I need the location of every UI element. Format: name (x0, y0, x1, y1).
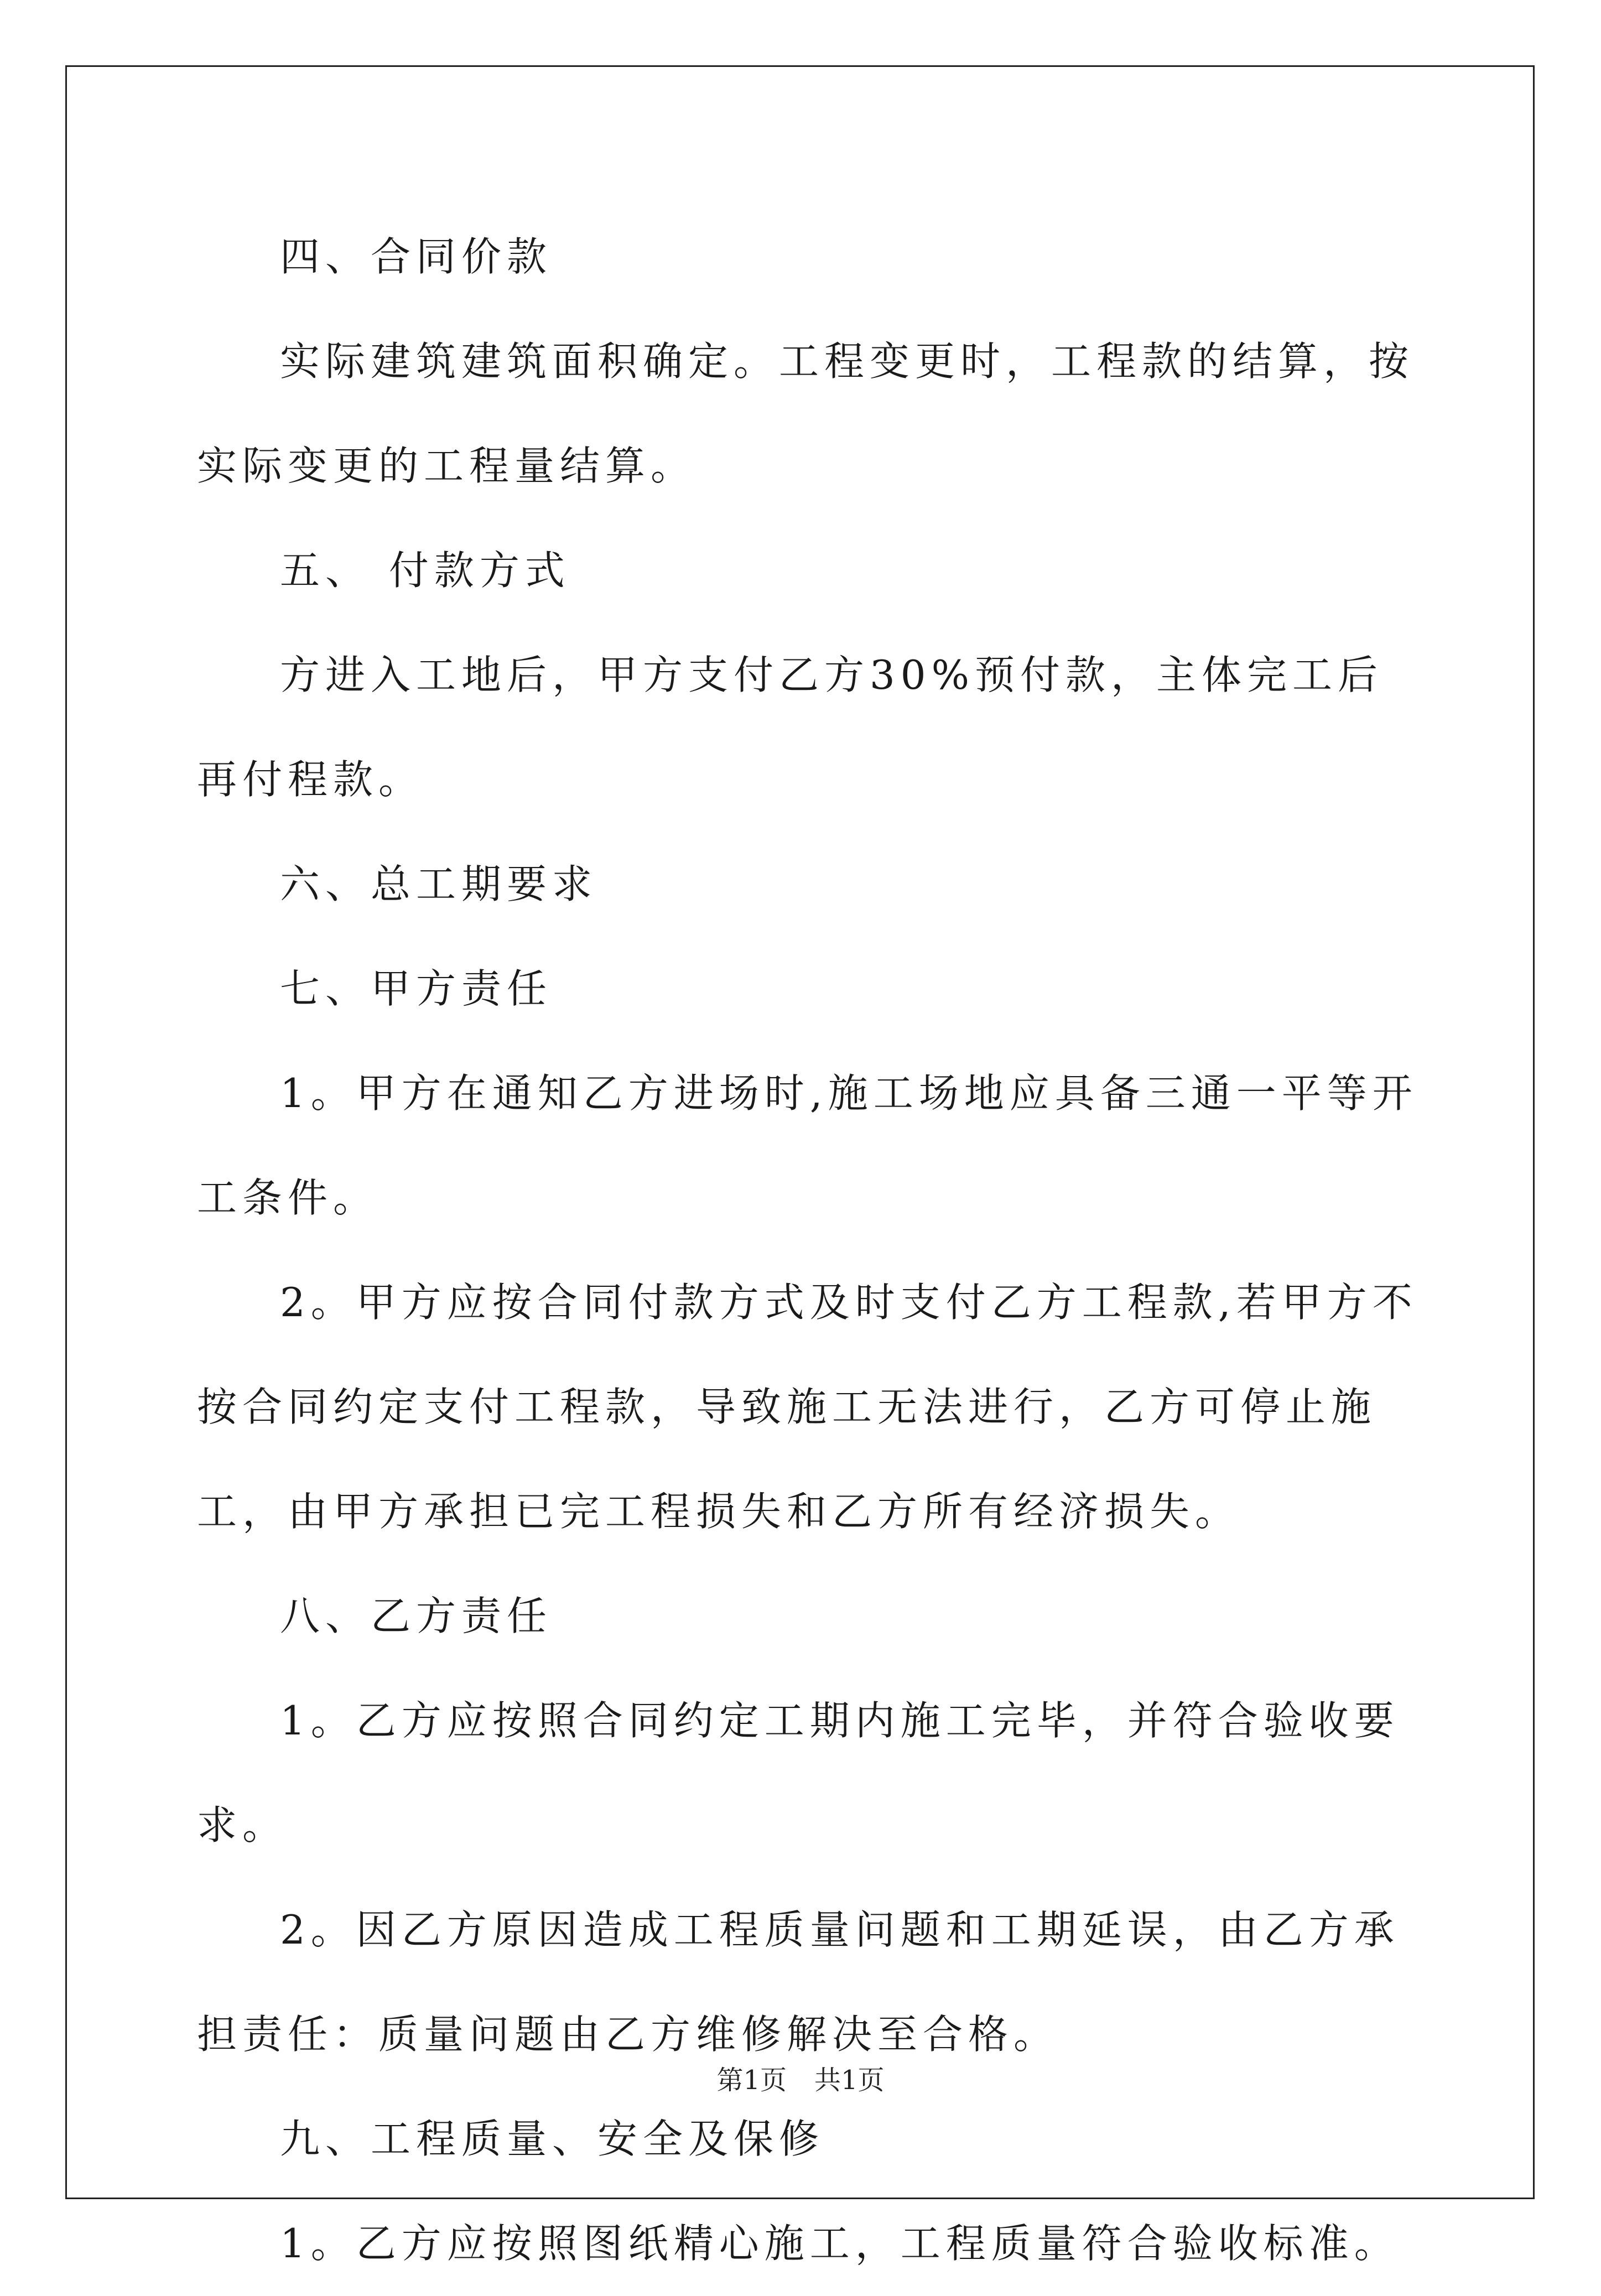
page-number: 第1页 (716, 2065, 787, 2096)
paragraph-party-b-item-1: 1。乙方应按照合同约定工期内施工完毕，并符合验收要求。 (197, 1697, 1400, 1848)
paragraph-party-a-item-1: 1。甲方在通知乙方进场时,施工场地应具备三通一平等开工条件。 (197, 1070, 1418, 1221)
paragraph-contract-price: 实际建筑建筑面积确定。工程变更时，工程款的结算，按实际变更的工程量结算。 (197, 338, 1415, 489)
document-body (197, 205, 1420, 2296)
section-heading-party-a: 七、甲方责任 (280, 965, 553, 1012)
paragraph-party-a-item-2: 2。甲方应按合同付款方式及时支付乙方工程款,若甲方不按合同约定支付工程款，导致施工无法进行，乙方可停止施工，由甲方承担已完工程损失和乙方所有经济损失。 (197, 1279, 1418, 1535)
section-heading-contract-price: 四、合同价款 (280, 233, 553, 280)
page-footer (0, 2064, 1601, 2097)
section-heading-quality: 九、工程质量、安全及保修 (280, 2116, 825, 2162)
section-heading-party-b: 八、乙方责任 (280, 1593, 553, 1639)
paragraph-payment-method: 方进入工地后，甲方支付乙方30%预付款，主体完工后再付程款。 (197, 652, 1384, 803)
section-heading-payment-method: 五、 付款方式 (280, 547, 570, 594)
section-heading-schedule: 六、总工期要求 (280, 861, 598, 907)
page-total: 共1页 (814, 2065, 885, 2096)
paragraph-party-b-item-2: 2。因乙方原因造成工程质量问题和工期延误，由乙方承担责任：质量问题由乙方维修解决至合格。 (197, 1907, 1400, 2058)
paragraph-quality-item-1: 1。乙方应按照图纸精心施工，工程质量符合验收标准。 (280, 2220, 1400, 2267)
